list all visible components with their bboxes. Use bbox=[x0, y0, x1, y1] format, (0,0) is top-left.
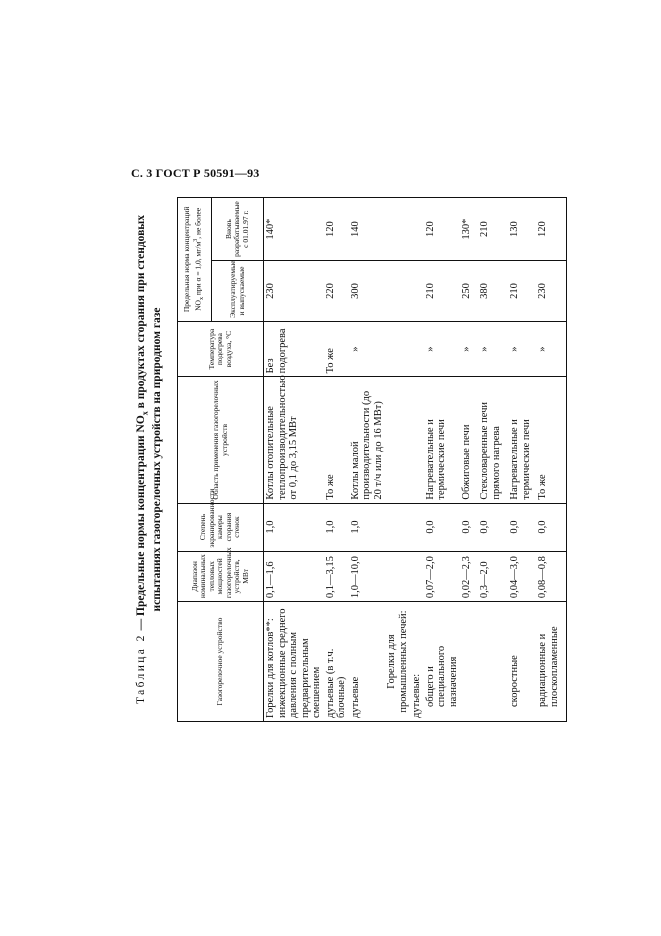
cell-device: дутьевые bbox=[349, 602, 386, 722]
cell-new: 140 bbox=[349, 198, 386, 261]
cell-temp: » bbox=[460, 321, 478, 377]
cell-area: Котлы отопительные теплопроизводительностью от 0,1 до 3,15 МВт bbox=[264, 377, 324, 503]
cell-new: 130 bbox=[508, 198, 536, 261]
cell-new: 120 bbox=[424, 198, 461, 261]
cell-area: Нагревательные и термические печи bbox=[424, 377, 461, 503]
cell-new: 140* bbox=[264, 198, 324, 261]
cell-degree: 0,0 bbox=[508, 503, 536, 551]
cell-area: Обжиговые печи bbox=[460, 377, 478, 503]
header-new: Вновь разрабатываемые с 01.01.97 г. bbox=[212, 198, 264, 261]
table-row bbox=[478, 198, 508, 722]
cell-existing: 210 bbox=[508, 261, 536, 322]
header-device: Газогорелочное устройство bbox=[178, 602, 264, 722]
cell-area bbox=[410, 377, 424, 503]
table-row bbox=[410, 198, 424, 722]
header-existing: Эксплуатируемые и выпускаемые bbox=[212, 261, 264, 322]
header-limit bbox=[178, 198, 212, 322]
cell-existing: 210 bbox=[424, 261, 461, 322]
cell-degree bbox=[385, 503, 410, 551]
page-header: С. 3 ГОСТ Р 50591—93 bbox=[131, 166, 260, 180]
cell-range: 1,0—10,0 bbox=[349, 551, 386, 602]
cell-degree: 1,0 bbox=[349, 503, 386, 551]
cell-range: 0,1—3,15 bbox=[324, 551, 349, 602]
table-row bbox=[324, 198, 349, 722]
cell-area: Котлы малой производительности (до 20 т/ч или до 16 МВт) bbox=[349, 377, 386, 503]
cell-temp: » bbox=[478, 321, 508, 377]
cell-degree bbox=[410, 503, 424, 551]
cell-degree: 0,0 bbox=[424, 503, 461, 551]
cell-temp: » bbox=[424, 321, 461, 377]
cell-device: общего и специального назначения bbox=[424, 602, 461, 722]
cell-new bbox=[410, 198, 424, 261]
cell-temp: » bbox=[349, 321, 386, 377]
cell-range: 0,04—3,0 bbox=[508, 551, 536, 602]
cell-existing: 220 bbox=[324, 261, 349, 322]
cell-existing: 250 bbox=[460, 261, 478, 322]
table-row bbox=[424, 198, 461, 722]
cell-range bbox=[385, 551, 410, 602]
cell-new: 130* bbox=[460, 198, 478, 261]
header-limit-end: , не более bbox=[193, 207, 202, 239]
cell-new: 120 bbox=[536, 198, 566, 261]
cell-degree: 0,0 bbox=[478, 503, 508, 551]
cell-range: 0,07—2,0 bbox=[424, 551, 461, 602]
header-limit-sub: x bbox=[198, 297, 205, 301]
cell-area bbox=[385, 377, 410, 503]
header-temp: Температура подогрева воздуха, °С bbox=[178, 321, 264, 377]
cell-range: 0,1—1,6 bbox=[264, 551, 324, 602]
cell-device: дутьевые: bbox=[410, 602, 424, 722]
header-degree: Степень экранированности камеры сгорания стенок bbox=[178, 503, 264, 551]
cell-temp: То же bbox=[324, 321, 349, 377]
cell-device bbox=[460, 602, 478, 722]
header-area: Область применения газогорелочных устройств bbox=[178, 377, 264, 503]
cell-existing: 230 bbox=[264, 261, 324, 322]
cell-existing: 300 bbox=[349, 261, 386, 322]
cell-existing: 380 bbox=[478, 261, 508, 322]
cell-range: 0,3—2,0 bbox=[478, 551, 508, 602]
caption-text: — Предельные нормы концентрации NO bbox=[135, 415, 147, 634]
cell-device: дутьевые (в т.ч. блочные) bbox=[324, 602, 349, 722]
header-limit-text: Предельная норма концентраций NO bbox=[182, 206, 202, 313]
cell-existing: 230 bbox=[536, 261, 566, 322]
cell-area: Стекловаренные печи прямого нагрева bbox=[478, 377, 508, 503]
cell-existing bbox=[410, 261, 424, 322]
caption-text-rest: в продуктах сгорания при стендовых испытаниях газогорелочных устройств на природном газе bbox=[135, 214, 164, 612]
cell-range: 0,02—2,3 bbox=[460, 551, 478, 602]
table-row bbox=[508, 198, 536, 722]
header-limit-sup: 3 bbox=[192, 238, 199, 242]
cell-degree: 0,0 bbox=[536, 503, 566, 551]
table-row bbox=[264, 198, 324, 722]
cell-degree: 1,0 bbox=[264, 503, 324, 551]
cell-temp: » bbox=[508, 321, 536, 377]
table-row bbox=[460, 198, 478, 722]
rotated-table-block bbox=[135, 197, 560, 722]
cell-device: Горелки для котлов**: инжекционные среднего давления с полным предварительным смешением bbox=[264, 602, 324, 722]
cell-area: То же bbox=[324, 377, 349, 503]
table-wrapper bbox=[177, 197, 560, 722]
cell-area: Нагревательные и термические печи bbox=[508, 377, 536, 503]
table-row bbox=[385, 198, 410, 722]
cell-temp bbox=[410, 321, 424, 377]
cell-new bbox=[385, 198, 410, 261]
cell-degree: 0,0 bbox=[460, 503, 478, 551]
cell-range: 0,08—0,8 bbox=[536, 551, 566, 602]
norms-table bbox=[177, 197, 567, 722]
cell-device-group: Горелки для промышленных печей: bbox=[385, 602, 410, 722]
caption-lead: Таблица 2 bbox=[135, 633, 147, 705]
caption-subscript: x bbox=[140, 411, 150, 416]
cell-range bbox=[410, 551, 424, 602]
cell-existing bbox=[385, 261, 410, 322]
cell-temp: » bbox=[536, 321, 566, 377]
table-row bbox=[536, 198, 566, 722]
header-range: Диапазон номинальных тепловых мощностей газогорелочных устройств, МВт bbox=[178, 551, 264, 602]
table-caption bbox=[135, 197, 164, 722]
cell-new: 210 bbox=[478, 198, 508, 261]
cell-new: 120 bbox=[324, 198, 349, 261]
cell-device bbox=[478, 602, 508, 722]
cell-device: радиационные и плоскопламенные bbox=[536, 602, 566, 722]
cell-area: То же bbox=[536, 377, 566, 503]
cell-temp bbox=[385, 321, 410, 377]
cell-degree: 1,0 bbox=[324, 503, 349, 551]
table-row bbox=[349, 198, 386, 722]
header-limit-rest: при α = 1,0, мг/м bbox=[193, 241, 202, 298]
cell-temp: Без подогрева bbox=[264, 321, 324, 377]
cell-device: скоростные bbox=[508, 602, 536, 722]
